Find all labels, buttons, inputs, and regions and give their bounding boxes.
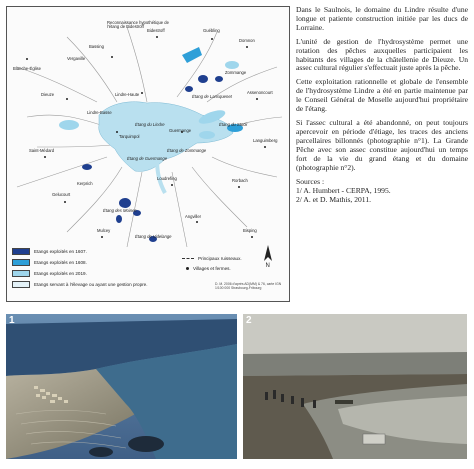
map-label-town: Mulcey — [97, 228, 111, 233]
map-label-town: Reconnaissance hypothétique de l'étang de Bidestroff — [107, 20, 169, 30]
legend-item — [12, 259, 87, 266]
legend-item — [12, 281, 148, 288]
map-label-town: Lindre-Haute — [115, 92, 140, 97]
map-label-town: Gelucourt — [52, 192, 71, 197]
map-label-town: Angviller — [185, 214, 202, 219]
legend-label: Etangs servant à l'élevage ou ayant une gestion propre. — [34, 282, 148, 287]
map-label-town: Guermange — [169, 128, 192, 133]
map-label-town: Zommange — [225, 70, 247, 75]
map-label-town: Saint-Médard — [29, 148, 55, 153]
map-label-town: Bassing — [89, 44, 104, 49]
photo-number: 2 — [246, 315, 252, 326]
legend-label: Etangs exploités en 1608. — [34, 260, 87, 265]
paragraph: Dans le Saulnois, le domaine du Lindre résulte d'une longue et patiente construction initiée par les ducs de Lorraine. — [296, 5, 468, 32]
map-label-town: Dieuze — [41, 92, 55, 97]
map-label-pond: Étang du Stock — [219, 122, 248, 127]
map-label-town: Blanche-Église — [13, 66, 41, 71]
legend-swatch — [12, 259, 30, 266]
map-label-town: Vergaville — [67, 56, 86, 61]
sources — [296, 178, 468, 205]
description-text — [296, 6, 468, 205]
fishing-photo — [243, 314, 467, 459]
source-item: 1/ A. Humbert - CERPA, 1995. — [296, 186, 391, 196]
map-label-town: Loudrefing — [157, 176, 177, 181]
legend-item — [12, 270, 87, 277]
map-label-pond: Étang du Lindre — [135, 122, 165, 127]
map-label-town: Guébling — [203, 28, 220, 33]
legend-label: Etangs exploités en 1607. — [34, 249, 87, 254]
fishing-photo-image — [243, 314, 467, 459]
paragraph: L'unité de gestion de l'hydrosystème permet une rotation des pêches auxquelles participaient les habitants des villages de la châtellenie de Dieuze. Un assec cultural régulier s'effectuait juste après la pêche. — [296, 36, 468, 73]
source-item: 2/ A. et D. Mathis, 2011. — [296, 195, 372, 205]
map-label-town: Domnon — [239, 38, 255, 43]
map-label-pond: Étang de Zommange — [167, 148, 207, 153]
legend-item — [186, 266, 231, 271]
legend-item — [182, 256, 242, 261]
map-label-town: Bisping — [243, 228, 257, 233]
map-label-town: Lindre-Basse — [87, 110, 112, 115]
aerial-photo-image — [6, 314, 237, 459]
photo-number: 1 — [9, 315, 15, 326]
map-label-town: Languimberg — [253, 138, 278, 143]
stream-line-icon — [182, 258, 194, 259]
village-dot-icon — [186, 267, 189, 270]
map-label-pond: Étang de Guermange — [127, 156, 168, 161]
map-label-pond: Étang des Moines — [103, 208, 137, 213]
map-label-town: Bidestroff — [147, 28, 165, 33]
north-arrow-icon — [262, 245, 274, 267]
legend-label: Villages et fermes. — [193, 266, 231, 271]
sources-title: Sources : — [296, 177, 325, 187]
legend-label: Etangs exploités en 2019. — [34, 271, 87, 276]
legend-swatch — [12, 281, 30, 288]
legend-swatch — [12, 248, 30, 255]
legend-swatch — [12, 270, 30, 277]
svg-text:N: N — [265, 263, 270, 267]
legend-label: Principaux ruisseaux. — [198, 256, 242, 261]
legend-item — [12, 248, 87, 255]
paragraph: Si l'assec cultural a été abandonné, on peut toujours apercevoir en période d'étiage, les traces des anciens parcellaires billonnés (photographie n°1). La Grande Pêche avec son assec constitue aujourd'hui un temps fort de la vie du grand étang et du domaine (photographie n°2). — [296, 117, 468, 172]
map-credit: D. M. 2006 d'après AD(MM) & 76, carte IGN 1/100 000 Strasbourg-Fribourg — [215, 282, 282, 290]
map-label-town: Tarquimpol — [119, 134, 140, 139]
map-label-pond: Étang de Lansquenet — [192, 94, 232, 99]
paragraph: Cette exploitation rationnelle et globale de l'ensemble de l'hydrosystème Lindre a été en partie maintenue par le Conseil Général de Moselle aujourd'hui propriétaire de l'étang. — [296, 77, 468, 114]
aerial-photo — [6, 314, 237, 459]
map-label-pond: Étang de Videlange — [135, 234, 172, 239]
map-label-town: Kerprich — [77, 181, 93, 186]
map-label-town: Rorbach — [232, 178, 248, 183]
map-label-town: Assenoncourt — [247, 90, 273, 95]
